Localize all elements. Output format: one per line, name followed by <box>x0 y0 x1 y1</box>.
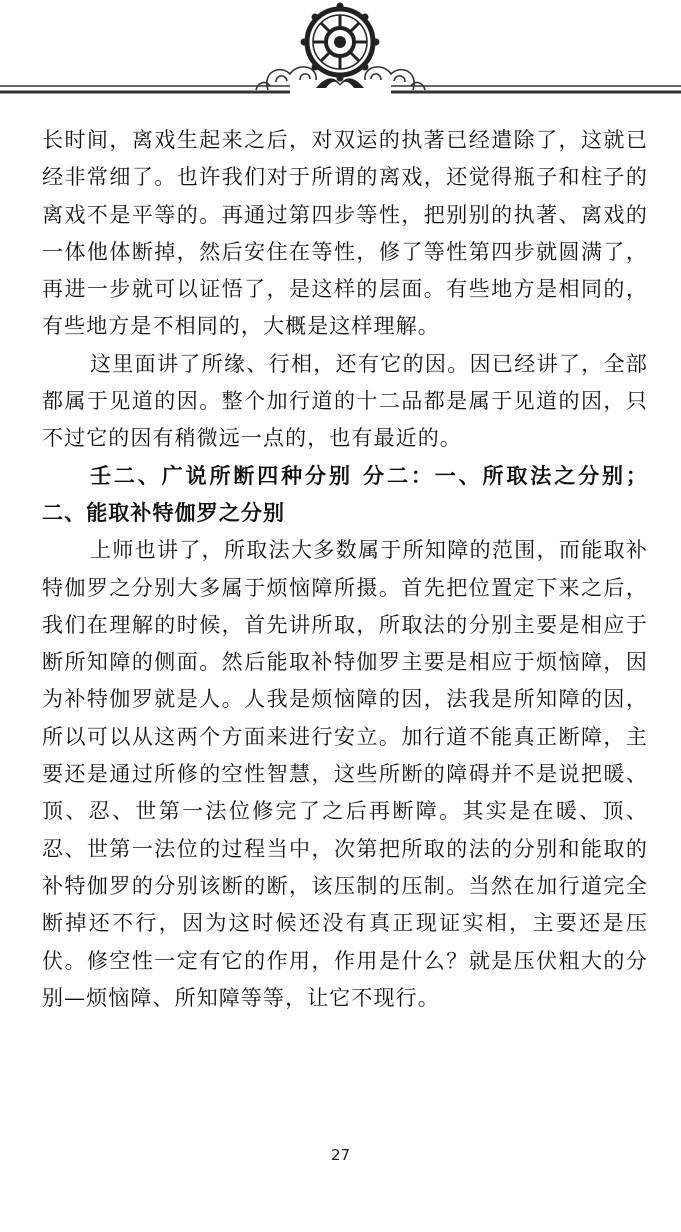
page-number: 27 <box>330 1146 351 1164</box>
paragraph-explanation: 上师也讲了，所取法大多数属于所知障的范围，而能取补特伽罗之分别大多属于烦恼障所摄。首先把位置定下来之后，我们在理解的时候，首先讲所取，所取法的分别主要是相应于断所知障的侧面。然后能取补特伽罗主要是相应于烦恼障，因为补特伽罗就是人。人我是烦恼障的因，法我是所知障的因，所以可以从这两个方面来进行安立。加行道不能真正断障，主要还是通过所修的空性智慧，这些所断的障碍并不是说把暖、顶、忍、世第一法位修完了之后再断障。其实是在暖、顶、忍、世第一法位的过程当中，次第把所取的法的分别和能取的补特伽罗的分别该断的断，该压制的压制。当然在加行道完全断掉还不行，因为这时候还没有真正现证实相，主要还是压伏。修空性一定有它的作用，作用是什么？就是压伏粗大的分别—烦恼障、所知障等等，让它不现行。 <box>42 538 648 1010</box>
paragraph-causes: 这里面讲了所缘、行相，还有它的因。因已经讲了，全部都属于见道的因。整个加行道的十二品都是属于见道的因，只不过它的因有稍微远一点的，也有最近的。 <box>42 351 648 451</box>
section-heading: 壬二、广说所断四种分别 分二：一、所取法之分别；二、能取补特伽罗之分别 <box>42 463 648 525</box>
page-body <box>42 122 648 1017</box>
paragraph-continuation: 长时间，离戏生起来之后，对双运的执著已经遣除了，这就已经非常细了。也许我们对于所谓的离戏，还觉得瓶子和柱子的离戏不是平等的。再通过第四步等性，把别别的执著、离戏的一体他体断掉，然后安住在等性，修了等性第四步就圆满了，再进一步就可以证悟了，是这样的层面。有些地方是相同的，有些地方是不相同的，大概是这样理解。 <box>42 128 648 339</box>
header-ornament <box>0 0 681 112</box>
page-header <box>0 0 681 112</box>
